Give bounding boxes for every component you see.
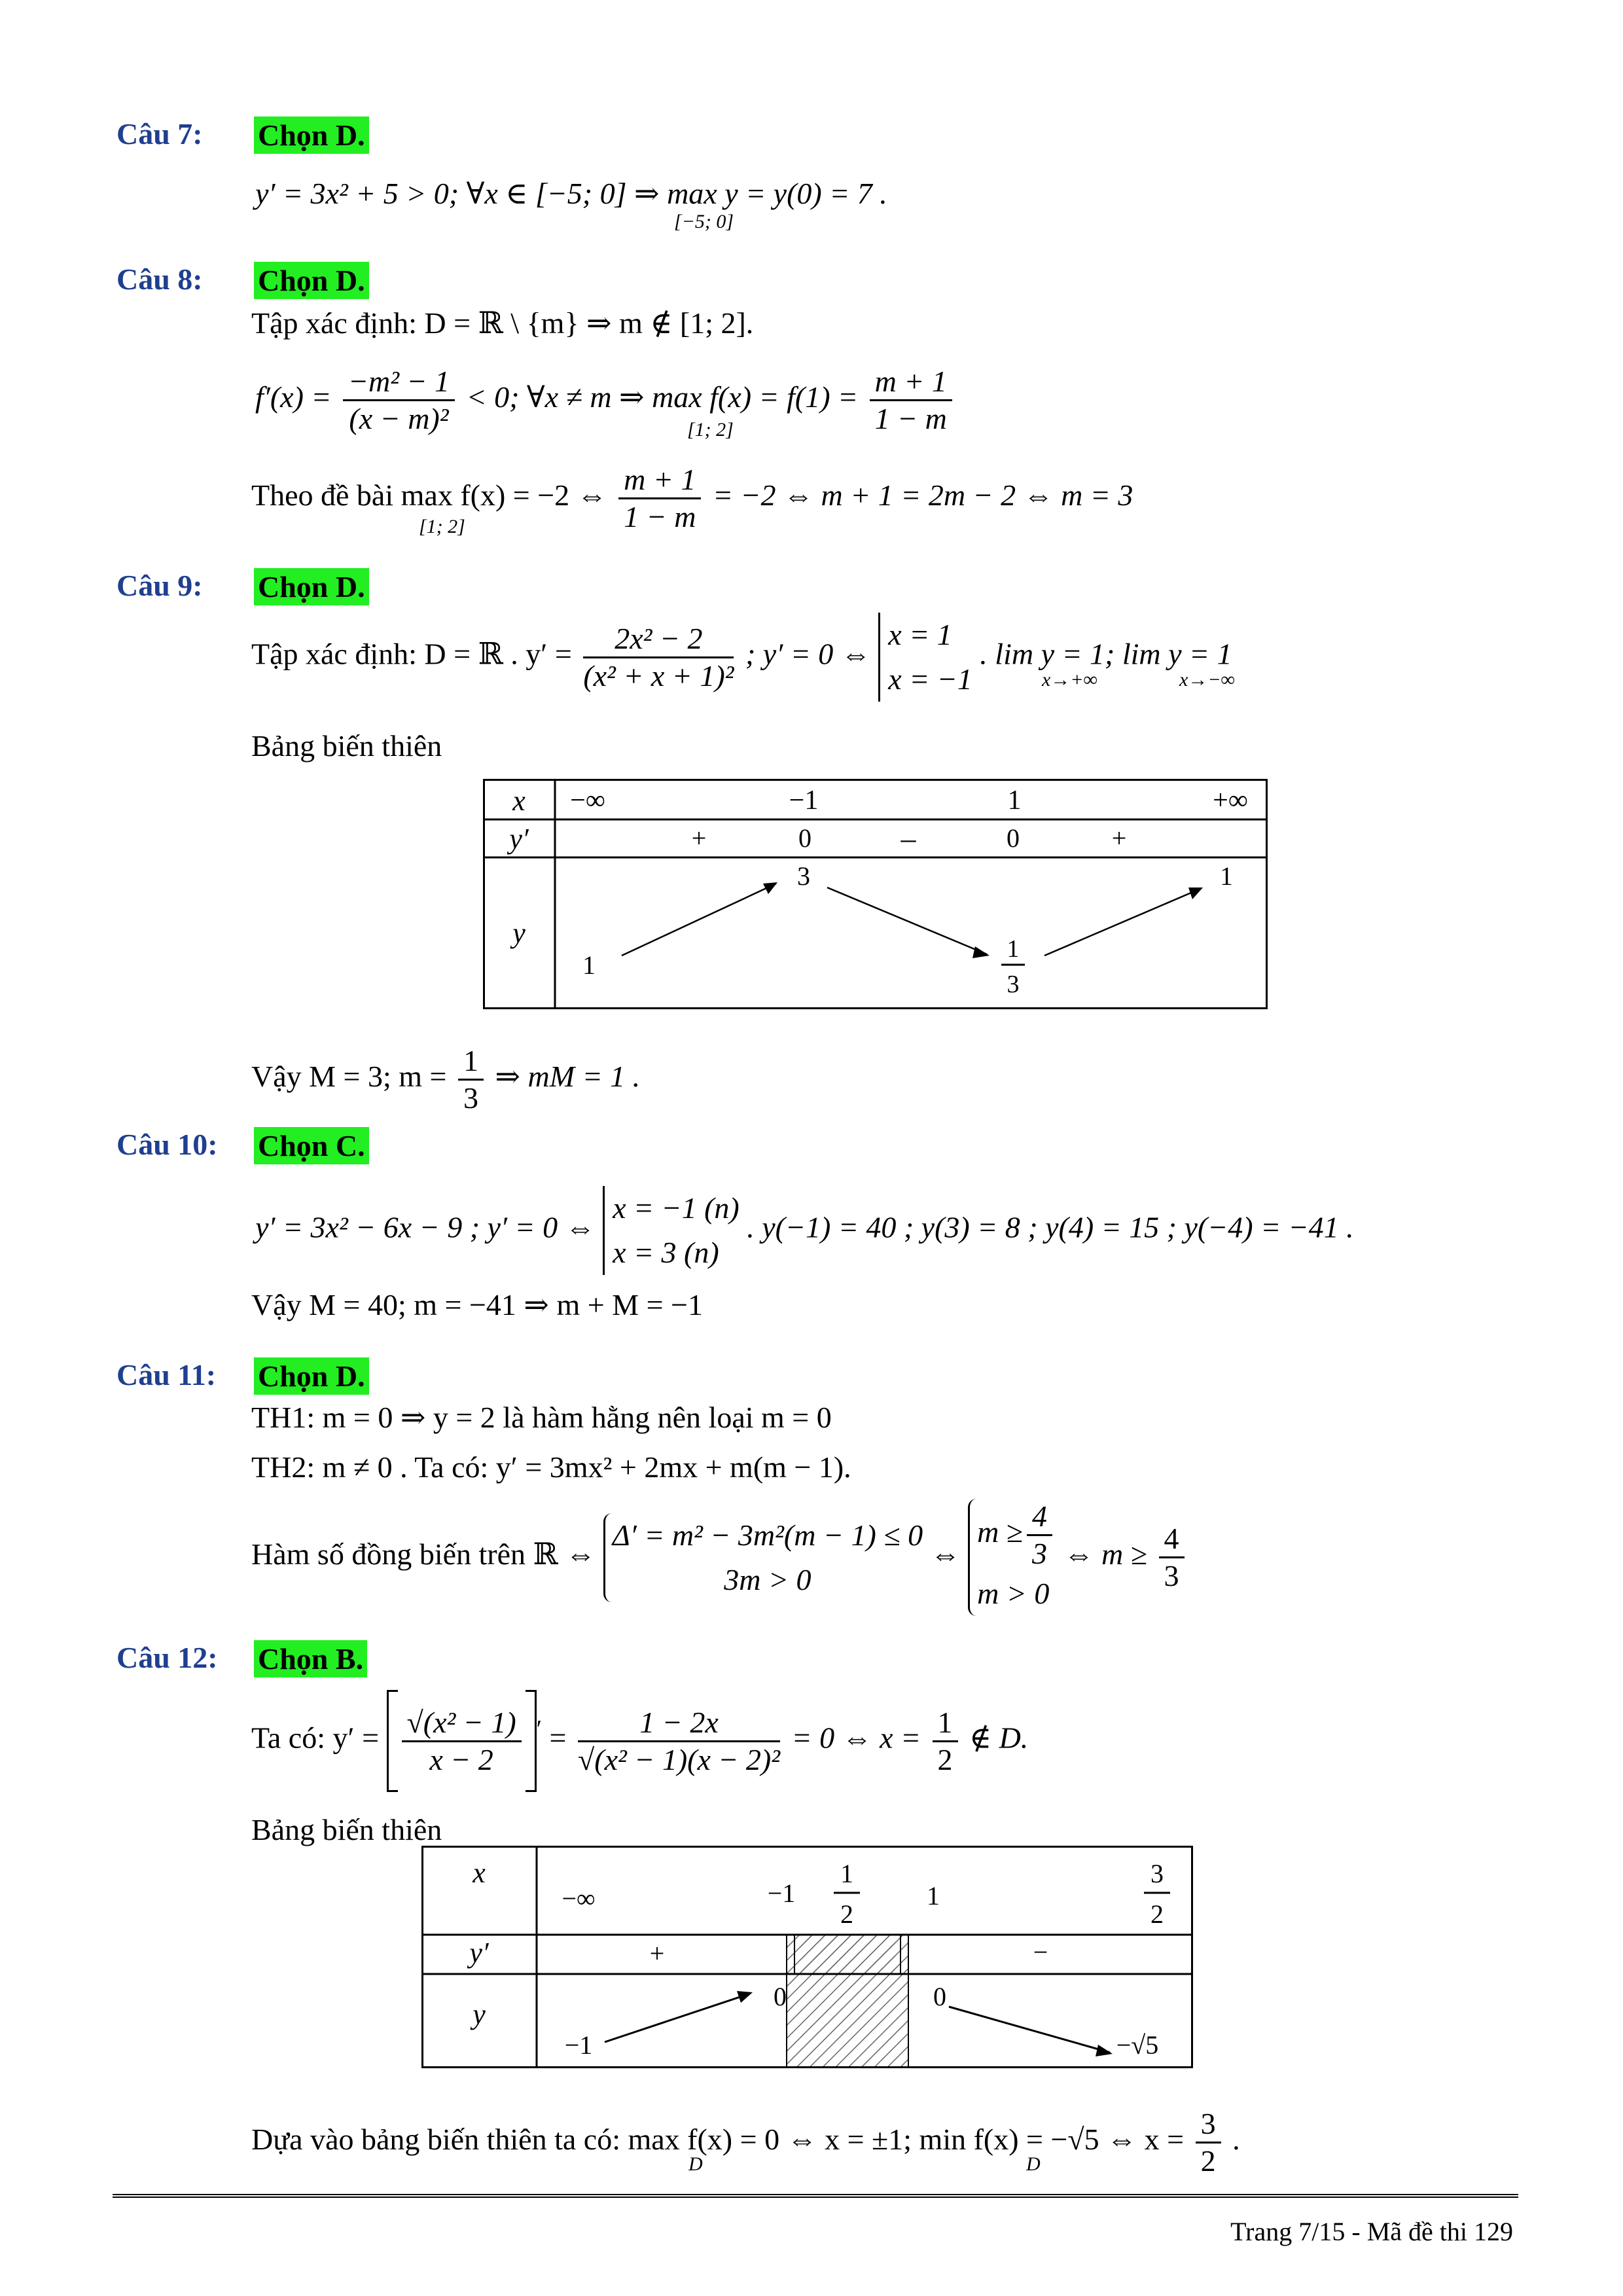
y-value: 1: [1007, 935, 1020, 963]
x-value: −∞: [570, 785, 605, 816]
q9-table-title: Bảng biến thiên: [251, 729, 442, 762]
y-value: −√5: [1116, 2030, 1159, 2060]
answer-badge: Chọn D.: [254, 262, 369, 299]
left-bracket: [387, 1690, 398, 1792]
arrow-head: [1188, 888, 1203, 899]
text: ; y′ = 0 ⇔: [745, 637, 871, 671]
q8-line-2: [255, 364, 956, 437]
label-yp: y′: [509, 823, 529, 855]
fraction: [618, 462, 701, 535]
text: =: [549, 1721, 567, 1755]
fraction: [1196, 2106, 1221, 2179]
solution-bracket: [603, 1186, 740, 1275]
text: f′(x) =: [255, 380, 332, 414]
fraction: [870, 364, 952, 437]
increase-arrow: [605, 1994, 750, 2042]
sign: –: [901, 821, 916, 855]
q10-line-1: [255, 1186, 1354, 1275]
x-value: 1: [927, 1881, 940, 1910]
question-7-header: [116, 117, 365, 152]
right-bracket: [526, 1690, 537, 1792]
q10-conclusion: Vậy M = 40; m = −41 ⇒ m + M = −1: [251, 1288, 703, 1321]
text: Ta có: y′ =: [251, 1721, 380, 1755]
case-2: x = 3 (n): [613, 1236, 719, 1269]
answer-badge: Chọn D.: [254, 1357, 369, 1395]
x-value: 3: [1150, 1859, 1164, 1888]
sign: −: [1033, 1937, 1048, 1967]
x-value: −∞: [562, 1884, 596, 1913]
sign: 0: [1007, 823, 1020, 853]
q11-line-1: TH1: m = 0 ⇒ y = 2 là hàm hằng nên loại m = 0: [251, 1401, 832, 1434]
system-brace: [968, 1499, 1056, 1616]
text: Tập xác định: D = ℝ . y′ =: [251, 637, 572, 671]
arrow-head: [1096, 2045, 1113, 2056]
case-1: x = 1: [888, 618, 952, 651]
y-value: 1: [582, 950, 596, 980]
question-label: Câu 11:: [116, 1358, 217, 1391]
case-1: x = −1 (n): [613, 1191, 740, 1225]
q8-max-subscript: [1; 2]: [687, 419, 734, 440]
text: Vậy M = 3; m =: [251, 1060, 447, 1094]
q11-line-2: TH2: m ≠ 0 . Ta có: y′ = 3mx² + 2mx + m(m − 1).: [251, 1450, 851, 1484]
text: Dựa vào bảng biến thiên ta có: max f(x) = 0 ⇔ x = ±1; min f(x) = −√5 ⇔ x =: [251, 2123, 1185, 2157]
question-label: Câu 7:: [116, 117, 203, 151]
x-value: 2: [1150, 1899, 1164, 1929]
y-value: 1: [1220, 861, 1233, 891]
numerator: −m² − 1: [343, 364, 455, 401]
numerator: m + 1: [618, 462, 701, 499]
question-11-header: [116, 1357, 365, 1393]
text: . y(−1) = 40 ; y(3) = 8 ; y(4) = 15 ; y(−4) = −41 .: [747, 1210, 1354, 1244]
decrease-arrow: [949, 2007, 1110, 2053]
numerator: 3: [1196, 2106, 1221, 2144]
label-x: x: [512, 785, 526, 817]
denominator: (x − m)²: [349, 402, 449, 435]
increase-arrow: [622, 884, 776, 956]
text: < 0; ∀x ≠ m ⇒ max f(x) = f(1) =: [466, 380, 859, 414]
denominator: 3: [1032, 1537, 1048, 1570]
q9-conclusion: [251, 1043, 640, 1116]
max-subscript: D: [688, 2153, 703, 2175]
sign: 0: [798, 823, 812, 853]
q8-line-1: Tập xác định: D = ℝ \ {m} ⇒ m ∉ [1; 2].: [251, 306, 754, 340]
text: ∉ D.: [969, 1721, 1029, 1755]
variation-table-2: [421, 1846, 1194, 2068]
q12-conclusion: [251, 2106, 1240, 2179]
x-value: −1: [789, 785, 819, 816]
sign: +: [1111, 823, 1127, 853]
numerator: 1: [933, 1705, 958, 1742]
fraction: [1159, 1521, 1185, 1594]
question-10-header: [116, 1127, 365, 1162]
answer-badge: Chọn D.: [254, 117, 369, 154]
min-subscript: D: [1026, 2153, 1041, 2175]
question-label: Câu 9:: [116, 569, 203, 602]
denominator: √(x² − 1)(x − 2)²: [578, 1742, 781, 1776]
text: ⇒ mM = 1 .: [495, 1060, 641, 1094]
condition-2: 3m > 0: [724, 1562, 812, 1596]
answer-badge: Chọn D.: [254, 568, 369, 605]
footer-rule: [113, 2194, 1518, 2198]
numerator: 1: [458, 1043, 484, 1081]
fraction: [578, 1705, 780, 1778]
sign: +: [691, 823, 707, 853]
question-label: Câu 10:: [116, 1128, 218, 1161]
label-y: y: [512, 917, 526, 949]
arrow-head: [737, 1991, 753, 2003]
undefined-region: [800, 1935, 895, 1974]
solution-bracket: [878, 613, 972, 702]
numerator: 4: [1159, 1521, 1185, 1558]
denominator: 3: [1164, 1559, 1179, 1592]
denominator: 3: [463, 1081, 478, 1115]
arrow-head: [972, 946, 990, 958]
numerator: √(x² − 1): [402, 1705, 522, 1742]
y-value: 3: [797, 861, 810, 891]
numerator: m + 1: [870, 364, 952, 401]
question-9-header: [116, 568, 365, 603]
x-value: −1: [767, 1878, 796, 1908]
decrease-arrow: [827, 888, 987, 954]
sign: +: [649, 1939, 665, 1968]
condition-1: [977, 1499, 1056, 1571]
text: y′ = 3x² − 6x − 9 ; y′ = 0 ⇔: [255, 1210, 596, 1244]
text: Theo đề bài max f(x) = −2 ⇔: [251, 478, 607, 512]
q8-max-subscript-2: [1; 2]: [419, 516, 465, 537]
page-footer: Trang 7/15 - Mã đề thi 129: [1230, 2217, 1513, 2246]
condition-1: Δ′ = m² − 3m²(m − 1) ≤ 0: [612, 1518, 923, 1552]
q11-line-3: [251, 1499, 1188, 1616]
numerator: 4: [1027, 1499, 1052, 1536]
label-yp: y′: [469, 1937, 489, 1969]
text: .: [1232, 2123, 1240, 2157]
lim-subscript-1: x→+∞: [1042, 669, 1097, 691]
fraction: [1027, 1499, 1052, 1571]
system-brace: [603, 1513, 923, 1602]
label-y: y: [473, 1998, 486, 2030]
x-value: 1: [840, 1859, 853, 1888]
numerator: 1 − 2x: [578, 1705, 780, 1742]
q12-line-1: Ta có: y′ = $\frac{\text{√(x² − 1)}}{x - 2}$ ′ = $\frac{1 - 2x}{\text{√(x² − 1)(x − 2)²}}$ = 0 ⇔ x = $\frac{1}{2}$ ∉ D.: [251, 1690, 1028, 1792]
denominator: 1 − m: [624, 500, 696, 533]
fraction: [343, 364, 455, 437]
q7-max-subscript: [−5; 0]: [674, 211, 734, 232]
condition-2: m > 0: [977, 1577, 1050, 1610]
y-value: 0: [774, 1982, 787, 2011]
y-value: 3: [1007, 971, 1020, 998]
fraction: [458, 1043, 484, 1116]
question-label: Câu 12:: [116, 1641, 218, 1674]
denominator: 2: [937, 1742, 953, 1776]
x-value: 1: [1007, 785, 1022, 816]
q12-table-title: Bảng biến thiên: [251, 1813, 442, 1846]
fraction: [583, 621, 734, 694]
increase-arrow: [1044, 889, 1200, 956]
fraction: [402, 1705, 522, 1778]
text: Hàm số đồng biến trên ℝ ⇔: [251, 1537, 596, 1571]
x-value: +∞: [1213, 785, 1248, 816]
question-12-header: [116, 1640, 364, 1676]
text: = −2 ⇔ m + 1 = 2m − 2 ⇔ m = 3: [712, 478, 1133, 512]
question-8-header: [116, 262, 365, 297]
denominator: 2: [1200, 2144, 1216, 2178]
x-value: 2: [840, 1899, 853, 1929]
numerator: 2x² − 2: [583, 621, 734, 658]
q8-line-3: [251, 462, 1133, 535]
text: ⇔ m ≥: [1063, 1537, 1148, 1571]
q7-line-1: y′ = 3x² + 5 > 0; ∀x ∈ [−5; 0] ⇒ max y = y(0) = 7 .: [255, 177, 887, 210]
question-label: Câu 8:: [116, 262, 203, 296]
text: ⇔: [930, 1537, 961, 1571]
lim-subscript-2: x→−∞: [1179, 669, 1235, 691]
text: = 0 ⇔ x =: [791, 1721, 921, 1755]
fraction: [933, 1705, 958, 1778]
answer-badge: Chọn C.: [254, 1127, 369, 1164]
answer-badge: Chọn B.: [254, 1640, 367, 1677]
label-x: x: [473, 1857, 486, 1889]
y-value: −1: [564, 2030, 593, 2060]
denominator: 1 − m: [874, 402, 947, 435]
case-2: x = −1: [888, 662, 972, 696]
denominator: (x² + x + 1)²: [583, 658, 734, 692]
denominator: x − 2: [429, 1742, 493, 1776]
y-value: 0: [933, 1982, 946, 2011]
variation-table-1: [483, 779, 1268, 1009]
text: m ≥: [977, 1515, 1024, 1549]
text: . lim y = 1; lim y = 1: [980, 637, 1232, 671]
